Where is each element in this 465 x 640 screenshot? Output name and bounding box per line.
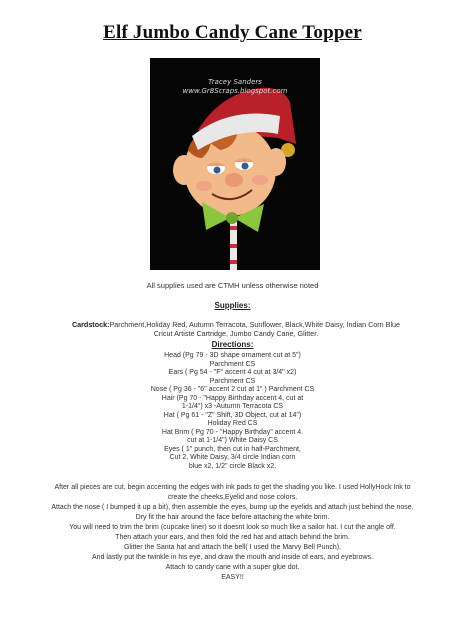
bow-knot — [226, 212, 238, 224]
paragraph-line: Glitter the Santa hat and attach the bell( I used the Marvy Bell Punch). — [123, 544, 342, 551]
paragraph-line: Attach the nose ( I bumped it up a bit), then assemble the eyes, bump up the eyelids and attach just behind the nose. — [51, 504, 414, 511]
directions-paragraph — [10, 483, 455, 583]
direction-line: Eyes ( 1" punch, then cut in half-Parchment, — [164, 445, 301, 453]
directions-heading: Directions: — [211, 340, 254, 349]
directions-list — [0, 352, 465, 471]
paragraph-line: create the cheeks,Eyelid and nose colors. — [167, 494, 298, 501]
direction-line: Holiday Red CS — [207, 420, 258, 427]
direction-line: Parchment CS — [209, 360, 256, 368]
direction-line: Head (Pg 79 - 3D shape ornament cut at 5") — [164, 352, 301, 359]
cardstock-supplies — [16, 320, 456, 338]
paragraph-line: Attach to candy cane with a super glue dot. — [165, 564, 300, 571]
direction-line: Nose ( Pg 36 - "6" accent 2 cut at 1" ) Parchment CS — [150, 386, 315, 393]
paragraph-line: Dry fit the hair around the face before attaching the white brim. — [135, 514, 330, 521]
paragraph-line: After all pieces are cut, begin accenting the edges with ink pads to get the shading you like. I used HollyHock Ink to — [54, 484, 411, 491]
other-supplies: Cricut Artiste Cartridge, Jumbo Candy Cane, Glitter. — [153, 329, 319, 338]
direction-line: Hair (Pg 70 - "Happy Birthday accent 4, cut at — [161, 394, 304, 402]
nose — [225, 173, 243, 187]
direction-line: blue x2, 1/2" circle Black x2. — [188, 462, 277, 470]
watermark-name: Tracey Sanders — [208, 78, 262, 86]
direction-line: 1-1/4") x3 -Autumn Terracota CS — [181, 403, 284, 410]
direction-line: cut at 1-1/4") White Daisy CS — [187, 437, 278, 444]
page-title: Elf Jumbo Candy Cane Topper — [103, 22, 362, 43]
paragraph-line: EASY!! — [221, 574, 244, 581]
elf-photo — [150, 58, 320, 270]
direction-line: Hat Brim ( Pg 70 - "Happy Birthday" accent 4. — [161, 428, 304, 436]
supplies-note: All supplies used are CTMH unless otherwise noted — [146, 281, 319, 290]
paragraph-line: And lastly put the twinkle in his eye, and draw the mouth and inside of ears, and eyebrows. — [92, 554, 373, 561]
supplies-heading: Supplies: — [214, 301, 251, 310]
direction-line: Cut 2, White Daisy, 3/4 circle Indian corn — [169, 454, 296, 461]
direction-line: Parchment CS — [209, 377, 256, 385]
cardstock-label: Cardstock: — [71, 320, 110, 329]
paragraph-line: Then attach your ears, and then fold the red hat and attach behind the brim. — [115, 534, 350, 541]
cardstock-list: Parchment,Holiday Red, Autumn Terracota, Sunflower, Black,White Daisy, Indian Corn Blue — [109, 320, 401, 329]
paragraph-line: You will need to trim the brim (cupcake liner) so it doesnt look so much like a sailor hat. I cut the angle off. — [69, 524, 396, 531]
direction-line: Ears ( Pg 54 - "F" accent 4 cut at 3/4" x2) — [168, 369, 297, 376]
watermark-url: www.Gr8Scraps.blogspot.com — [182, 87, 288, 95]
direction-line: Hat ( Pg 61 - "Z" Shift, 3D Object, cut at 14") — [163, 411, 302, 419]
